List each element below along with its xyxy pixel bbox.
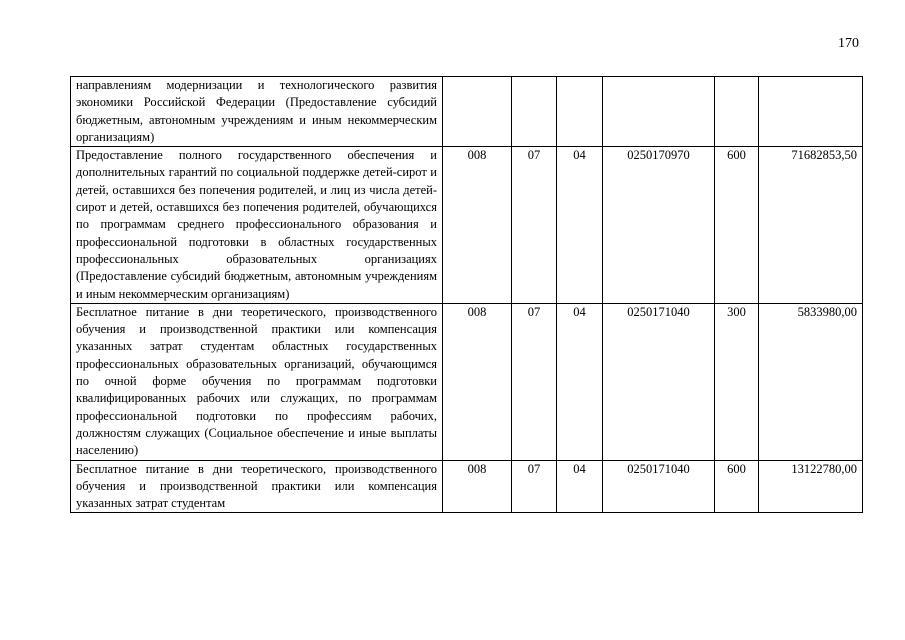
expense-type-code: 600 [715, 460, 759, 513]
page-number: 170 [838, 36, 859, 51]
amount: 71682853,50 [759, 147, 863, 304]
grbs-code: 008 [443, 460, 512, 513]
row-description: Предоставление полного государственного обеспечения и дополнительных гарантий по социальной поддержке детей-сирот и детей, оставшихся без попечения родителей, и лиц из числа детей-сирот и детей, оставшихся без попечения родителей, обучающихся по программам среднего профессионального образования и профессиональной подготовки в областных государственных профессиональных образовательных организациях (Предоставление субсидий бюджетным, автономным учреждениям и иным некоммерческим организациям) [71, 147, 443, 304]
subsection-code: 04 [557, 460, 603, 513]
table-row [71, 77, 863, 147]
amount [759, 77, 863, 147]
target-article-code: 0250171040 [603, 460, 715, 513]
subsection-code: 04 [557, 147, 603, 304]
subsection-code: 04 [557, 303, 603, 460]
section-code: 07 [512, 147, 557, 304]
row-description: Бесплатное питание в дни теоретического, производственного обучения и производственной практики или компенсация указанных затрат студентам [71, 460, 443, 513]
section-code: 07 [512, 303, 557, 460]
subsection-code [557, 77, 603, 147]
budget-table [70, 76, 863, 513]
expense-type-code: 600 [715, 147, 759, 304]
amount: 13122780,00 [759, 460, 863, 513]
row-description: направлениям модернизации и технологического развития экономики Российской Федерации (Предоставление субсидий бюджетным, автономным учреждениям и иным некоммерческим организациям) [71, 77, 443, 147]
section-code: 07 [512, 460, 557, 513]
table-row [71, 303, 863, 460]
section-code [512, 77, 557, 147]
grbs-code: 008 [443, 303, 512, 460]
target-article-code: 0250170970 [603, 147, 715, 304]
expense-type-code [715, 77, 759, 147]
target-article-code: 0250171040 [603, 303, 715, 460]
amount: 5833980,00 [759, 303, 863, 460]
row-description: Бесплатное питание в дни теоретического, производственного обучения и производственной практики или компенсация указанных затрат студентам областных государственных профессиональных образовательных организаций, обучающимся по очной форме обучения по программам подготовки квалифицированных рабочих или служащих, по программам профессиональной подготовки по профессиям рабочих, должностям служащих (Социальное обеспечение и иные выплаты населению) [71, 303, 443, 460]
table-row [71, 460, 863, 513]
grbs-code: 008 [443, 147, 512, 304]
expense-type-code: 300 [715, 303, 759, 460]
target-article-code [603, 77, 715, 147]
table-row [71, 147, 863, 304]
grbs-code [443, 77, 512, 147]
